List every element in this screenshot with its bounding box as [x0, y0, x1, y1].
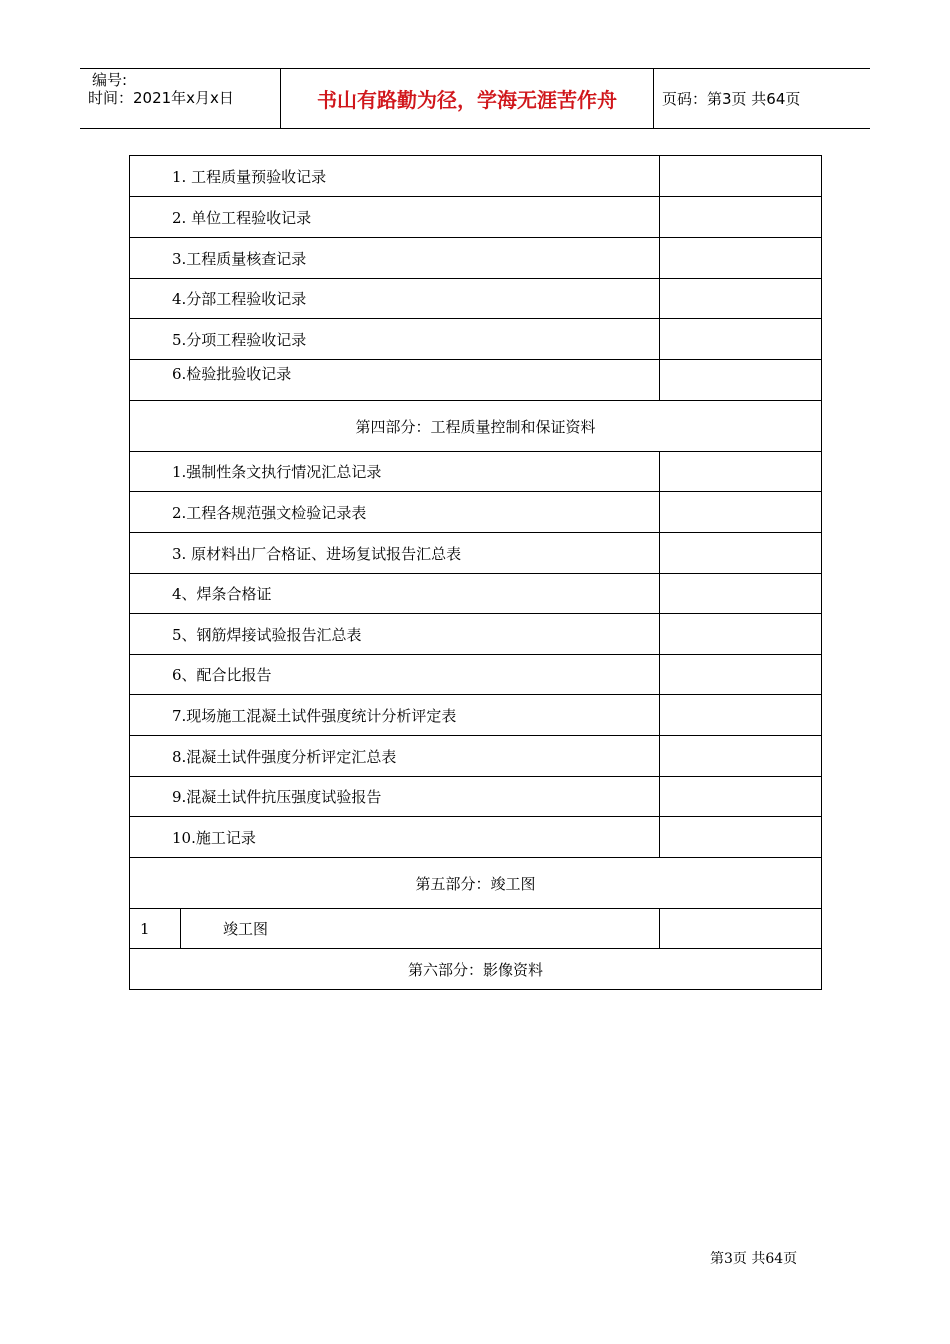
header-meta [80, 69, 281, 128]
table-row [130, 817, 822, 858]
table-row [130, 492, 822, 533]
row-value-cell [660, 909, 822, 949]
table-row [130, 614, 822, 655]
table-row [130, 655, 822, 695]
table-row [130, 279, 822, 319]
row-label: 6.检验批验收记录 [130, 360, 660, 401]
header-motto: 书山有路勤为径，学海无涯苦作舟 [281, 69, 654, 128]
section-row [130, 858, 822, 909]
table-row [130, 156, 822, 197]
section-heading: 第六部分：影像资料 [130, 949, 822, 990]
table-row [130, 533, 822, 574]
row-label: 5、钢筋焊接试验报告汇总表 [130, 614, 660, 655]
row-number: 1 [130, 909, 181, 949]
document-table [129, 155, 822, 990]
code-label: 编号: [92, 71, 128, 89]
row-value-cell [660, 777, 822, 817]
table-row [130, 574, 822, 614]
row-label: 4、焊条合格证 [130, 574, 660, 614]
row-label: 2. 单位工程验收记录 [130, 197, 660, 238]
row-label: 2.工程各规范强文检验记录表 [130, 492, 660, 533]
row-label: 竣工图 [181, 909, 660, 949]
table-row [130, 238, 822, 279]
table-row [130, 197, 822, 238]
row-label: 6、配合比报告 [130, 655, 660, 695]
section-row [130, 401, 822, 452]
row-value-cell [660, 238, 822, 279]
row-value-cell [660, 533, 822, 574]
row-value-cell [660, 736, 822, 777]
row-label: 1. 工程质量预验收记录 [130, 156, 660, 197]
row-label: 7.现场施工混凝土试件强度统计分析评定表 [130, 695, 660, 736]
table-row [130, 360, 822, 401]
section-heading: 第四部分：工程质量控制和保证资料 [130, 401, 822, 452]
row-value-cell [660, 574, 822, 614]
table-row [130, 777, 822, 817]
row-value-cell [660, 452, 822, 492]
row-value-cell [660, 319, 822, 360]
table-row [130, 909, 822, 949]
table-row [130, 695, 822, 736]
header-page-number: 页码：第3页 共64页 [662, 90, 801, 108]
table-row [130, 736, 822, 777]
row-value-cell [660, 655, 822, 695]
time-label: 时间：2021年x月x日 [88, 89, 234, 107]
table-row [130, 452, 822, 492]
row-label: 8.混凝土试件强度分析评定汇总表 [130, 736, 660, 777]
row-label: 3.工程质量核查记录 [130, 238, 660, 279]
row-value-cell [660, 279, 822, 319]
row-label: 4.分部工程验收记录 [130, 279, 660, 319]
page-footer: 第3页 共64页 [710, 1251, 798, 1267]
table-row [130, 319, 822, 360]
row-label: 9.混凝土试件抗压强度试验报告 [130, 777, 660, 817]
section-heading: 第五部分：竣工图 [130, 858, 822, 909]
page-header [80, 68, 870, 129]
row-value-cell [660, 817, 822, 858]
row-value-cell [660, 197, 822, 238]
section-row [130, 949, 822, 990]
row-value-cell [660, 695, 822, 736]
row-value-cell [660, 360, 822, 401]
row-label: 5.分项工程验收记录 [130, 319, 660, 360]
row-value-cell [660, 492, 822, 533]
row-label: 10.施工记录 [130, 817, 660, 858]
row-value-cell [660, 156, 822, 197]
row-label: 1.强制性条文执行情况汇总记录 [130, 452, 660, 492]
row-value-cell [660, 614, 822, 655]
row-label: 3. 原材料出厂合格证、进场复试报告汇总表 [130, 533, 660, 574]
